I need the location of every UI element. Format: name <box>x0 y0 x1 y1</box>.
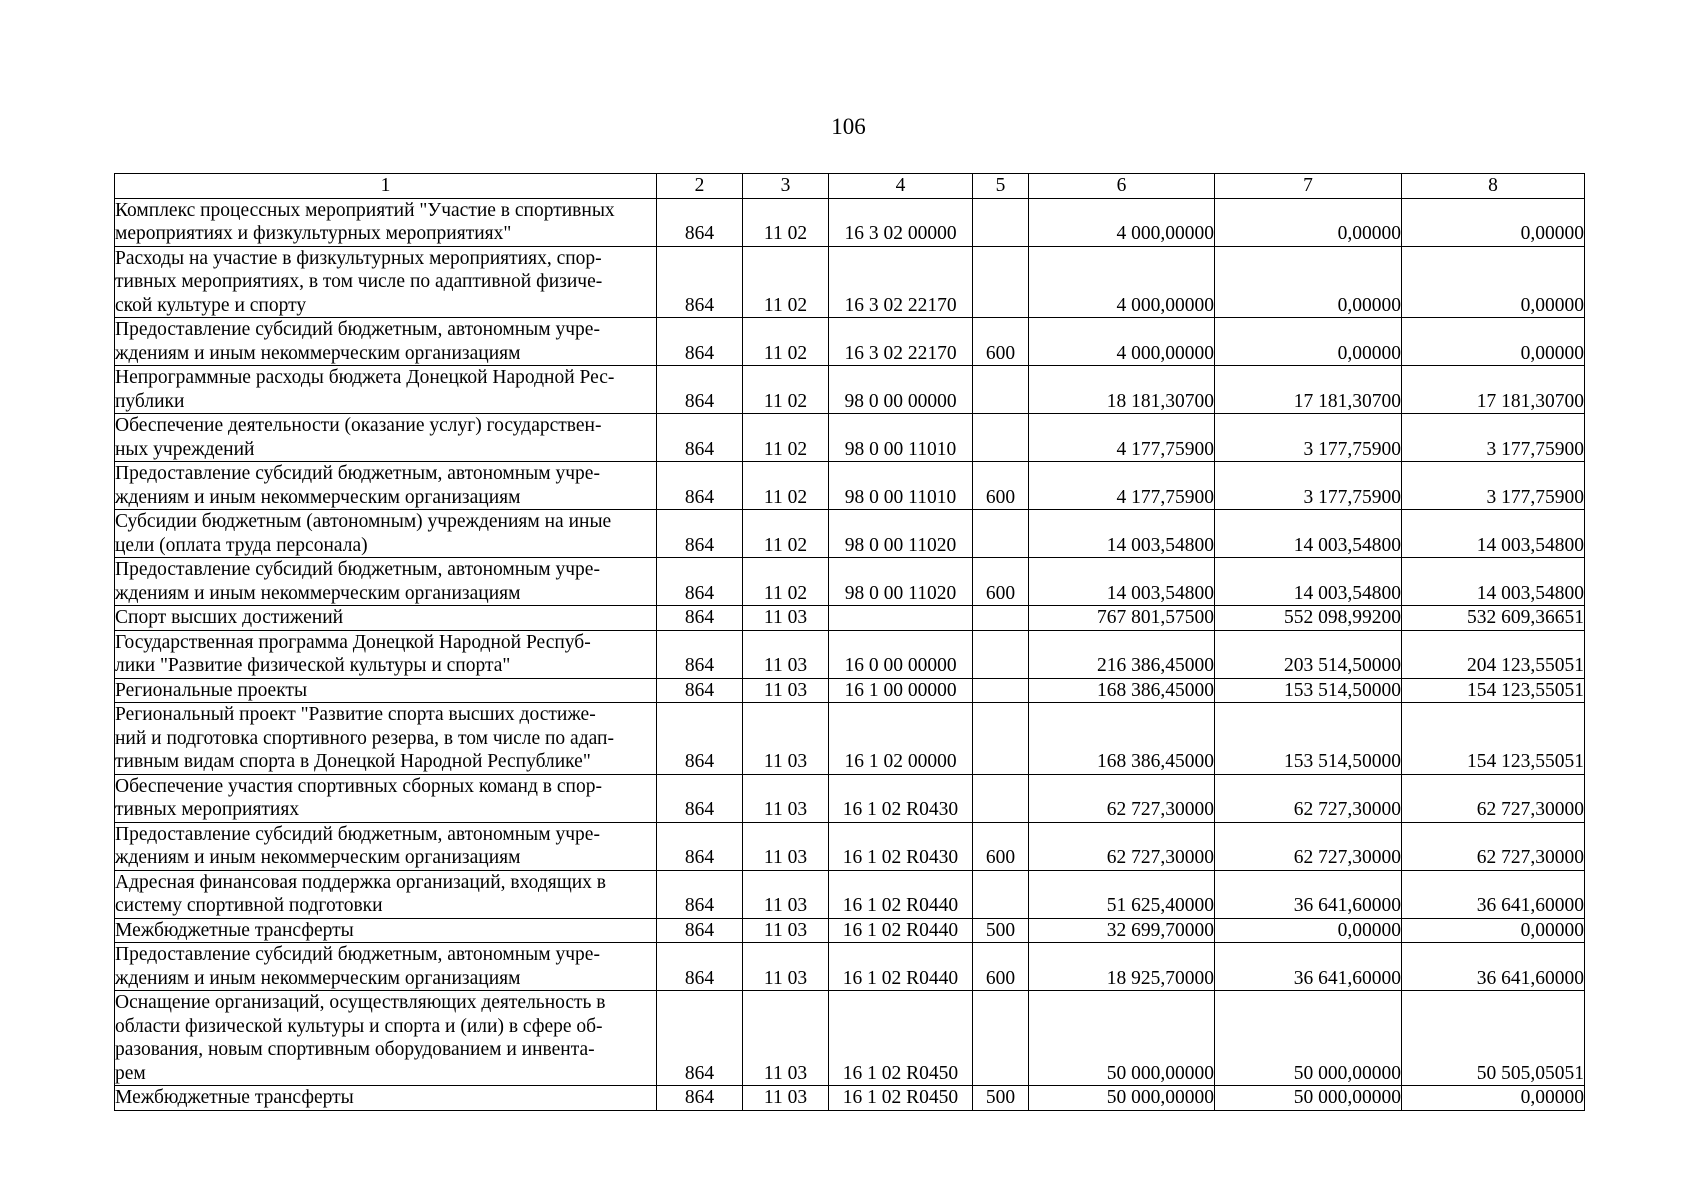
expense-type-cell <box>973 991 1029 1086</box>
table-body <box>115 198 1585 1110</box>
row-name-line: Непрограммные расходы бюджета Донецкой Народной Рес- <box>115 367 615 388</box>
expense-type-cell: 500 <box>973 918 1029 943</box>
table-row <box>115 918 1585 943</box>
row-name-line: публики <box>115 390 185 412</box>
section-code-cell: 11 02 <box>743 366 829 414</box>
section-code-cell: 11 03 <box>743 822 829 870</box>
section-code-cell: 11 03 <box>743 774 829 822</box>
section-code-cell: 11 02 <box>743 462 829 510</box>
row-name-line: разования, новым спортивным оборудованием и инвента- <box>115 1039 595 1060</box>
target-article-cell: 98 0 00 11010 <box>829 414 973 462</box>
table-row <box>115 462 1585 510</box>
row-name-line: Обеспечение деятельности (оказание услуг) государствен- <box>115 415 602 436</box>
amount-cell: 36 641,60000 <box>1402 870 1585 918</box>
amount-cell: 14 003,54800 <box>1215 510 1402 558</box>
row-name-cell <box>115 1086 657 1111</box>
table-row <box>115 943 1585 991</box>
section-code-cell: 11 02 <box>743 414 829 462</box>
expense-type-cell <box>973 678 1029 703</box>
row-name-line: области физической культуры и спорта и (или) в сфере об- <box>115 1015 603 1037</box>
table-row <box>115 198 1585 246</box>
row-name-cell <box>115 318 657 366</box>
target-article-cell: 16 1 00 00000 <box>829 678 973 703</box>
table-row <box>115 822 1585 870</box>
amount-cell: 14 003,54800 <box>1029 558 1215 606</box>
chapter-code-cell: 864 <box>657 414 743 462</box>
amount-cell: 0,00000 <box>1215 918 1402 943</box>
expense-type-cell <box>973 198 1029 246</box>
row-name-line: Межбюджетные трансферты <box>115 919 354 941</box>
amount-cell: 62 727,30000 <box>1029 774 1215 822</box>
target-article-cell: 98 0 00 00000 <box>829 366 973 414</box>
row-name-cell <box>115 462 657 510</box>
section-code-cell: 11 02 <box>743 246 829 318</box>
column-header: 8 <box>1402 174 1585 199</box>
column-header: 5 <box>973 174 1029 199</box>
row-name-line: Предоставление субсидий бюджетным, автономным учре- <box>115 559 600 580</box>
section-code-cell: 11 02 <box>743 198 829 246</box>
row-name-line: ных учреждений <box>115 438 255 460</box>
row-name-line: тивных мероприятиях, в том числе по адаптивной физиче- <box>115 271 603 292</box>
row-name-cell <box>115 246 657 318</box>
row-name-line: Оснащение организаций, осуществляющих деятельность в <box>115 992 606 1013</box>
amount-cell: 154 123,55051 <box>1402 703 1585 775</box>
row-name-cell <box>115 630 657 678</box>
amount-cell: 62 727,30000 <box>1402 774 1585 822</box>
amount-cell: 0,00000 <box>1215 318 1402 366</box>
expense-type-cell <box>973 630 1029 678</box>
chapter-code-cell: 864 <box>657 943 743 991</box>
amount-cell: 36 641,60000 <box>1215 943 1402 991</box>
amount-cell: 50 505,05051 <box>1402 991 1585 1086</box>
amount-cell: 767 801,57500 <box>1029 606 1215 631</box>
amount-cell: 62 727,30000 <box>1215 822 1402 870</box>
section-code-cell: 11 03 <box>743 703 829 775</box>
row-name-cell <box>115 198 657 246</box>
amount-cell: 14 003,54800 <box>1402 510 1585 558</box>
expense-type-cell: 600 <box>973 558 1029 606</box>
row-name-cell <box>115 606 657 631</box>
amount-cell: 4 000,00000 <box>1029 246 1215 318</box>
chapter-code-cell: 864 <box>657 510 743 558</box>
header-row <box>115 174 1585 199</box>
chapter-code-cell: 864 <box>657 918 743 943</box>
target-article-cell: 16 1 02 R0440 <box>829 870 973 918</box>
target-article-cell: 16 1 02 R0440 <box>829 943 973 991</box>
amount-cell: 14 003,54800 <box>1402 558 1585 606</box>
row-name-cell <box>115 678 657 703</box>
row-name-cell <box>115 943 657 991</box>
column-header: 4 <box>829 174 973 199</box>
section-code-cell: 11 03 <box>743 870 829 918</box>
row-name-line: Региональный проект "Развитие спорта высших достиже- <box>115 704 596 725</box>
amount-cell: 62 727,30000 <box>1402 822 1585 870</box>
row-name-line: Межбюджетные трансферты <box>115 1087 354 1108</box>
amount-cell: 50 000,00000 <box>1215 1086 1402 1111</box>
chapter-code-cell: 864 <box>657 678 743 703</box>
amount-cell: 203 514,50000 <box>1215 630 1402 678</box>
row-name-line: Комплекс процессных мероприятий "Участие в спортивных <box>115 199 615 221</box>
amount-cell: 18 181,30700 <box>1029 366 1215 414</box>
amount-cell: 0,00000 <box>1215 198 1402 246</box>
section-code-cell: 11 03 <box>743 918 829 943</box>
table-row <box>115 774 1585 822</box>
row-name-line: Государственная программа Донецкой Народной Респуб- <box>115 631 591 653</box>
amount-cell: 62 727,30000 <box>1215 774 1402 822</box>
amount-cell: 153 514,50000 <box>1215 678 1402 703</box>
chapter-code-cell: 864 <box>657 991 743 1086</box>
target-article-cell: 16 0 00 00000 <box>829 630 973 678</box>
amount-cell: 168 386,45000 <box>1029 703 1215 775</box>
amount-cell: 0,00000 <box>1402 918 1585 943</box>
target-article-cell: 98 0 00 11020 <box>829 510 973 558</box>
amount-cell: 153 514,50000 <box>1215 703 1402 775</box>
row-name-line: Расходы на участие в физкультурных мероприятиях, спор- <box>115 247 602 269</box>
row-name-cell <box>115 822 657 870</box>
chapter-code-cell: 864 <box>657 703 743 775</box>
chapter-code-cell: 864 <box>657 318 743 366</box>
table-row <box>115 678 1585 703</box>
amount-cell: 50 000,00000 <box>1029 991 1215 1086</box>
target-article-cell: 16 3 02 00000 <box>829 198 973 246</box>
amount-cell: 18 925,70000 <box>1029 943 1215 991</box>
amount-cell: 51 625,40000 <box>1029 870 1215 918</box>
amount-cell: 204 123,55051 <box>1402 630 1585 678</box>
table-row <box>115 510 1585 558</box>
expense-type-cell: 500 <box>973 1086 1029 1111</box>
column-header: 2 <box>657 174 743 199</box>
target-article-cell: 16 1 02 R0440 <box>829 918 973 943</box>
expense-type-cell <box>973 246 1029 318</box>
row-name-line: Адресная финансовая поддержка организаций, входящих в <box>115 871 607 893</box>
section-code-cell: 11 02 <box>743 510 829 558</box>
chapter-code-cell: 864 <box>657 558 743 606</box>
amount-cell: 4 000,00000 <box>1029 198 1215 246</box>
target-article-cell: 16 1 02 R0430 <box>829 822 973 870</box>
column-header: 7 <box>1215 174 1402 199</box>
chapter-code-cell: 864 <box>657 246 743 318</box>
amount-cell: 4 000,00000 <box>1029 318 1215 366</box>
expense-type-cell <box>973 414 1029 462</box>
row-name-cell <box>115 510 657 558</box>
amount-cell: 17 181,30700 <box>1215 366 1402 414</box>
row-name-line: ждениям и иным некоммерческим организациям <box>115 967 521 989</box>
expense-type-cell: 600 <box>973 822 1029 870</box>
row-name-cell <box>115 703 657 775</box>
amount-cell: 216 386,45000 <box>1029 630 1215 678</box>
amount-cell: 154 123,55051 <box>1402 678 1585 703</box>
table-row <box>115 703 1585 775</box>
target-article-cell: 98 0 00 11010 <box>829 462 973 510</box>
amount-cell: 532 609,36651 <box>1402 606 1585 631</box>
chapter-code-cell: 864 <box>657 774 743 822</box>
table-row <box>115 246 1585 318</box>
target-article-cell: 16 1 02 R0430 <box>829 774 973 822</box>
chapter-code-cell: 864 <box>657 366 743 414</box>
amount-cell: 32 699,70000 <box>1029 918 1215 943</box>
amount-cell: 0,00000 <box>1402 198 1585 246</box>
amount-cell: 17 181,30700 <box>1402 366 1585 414</box>
chapter-code-cell: 864 <box>657 822 743 870</box>
expense-type-cell <box>973 510 1029 558</box>
row-name-line: ждениям и иным некоммерческим организациям <box>115 582 521 604</box>
table-row <box>115 366 1585 414</box>
page-number: 106 <box>831 114 866 139</box>
expense-type-cell: 600 <box>973 318 1029 366</box>
chapter-code-cell: 864 <box>657 1086 743 1111</box>
target-article-cell: 16 1 02 R0450 <box>829 1086 973 1111</box>
expense-type-cell <box>973 606 1029 631</box>
row-name-line: Обеспечение участия спортивных сборных команд в спор- <box>115 775 602 797</box>
chapter-code-cell: 864 <box>657 630 743 678</box>
section-code-cell: 11 03 <box>743 678 829 703</box>
row-name-cell <box>115 558 657 606</box>
row-name-line: Предоставление субсидий бюджетным, автономным учре- <box>115 944 600 965</box>
amount-cell: 36 641,60000 <box>1402 943 1585 991</box>
amount-cell: 3 177,75900 <box>1215 414 1402 462</box>
amount-cell: 3 177,75900 <box>1402 414 1585 462</box>
amount-cell: 36 641,60000 <box>1215 870 1402 918</box>
amount-cell: 4 177,75900 <box>1029 462 1215 510</box>
section-code-cell: 11 03 <box>743 991 829 1086</box>
target-article-cell: 16 3 02 22170 <box>829 318 973 366</box>
row-name-line: Предоставление субсидий бюджетным, автономным учре- <box>115 319 600 340</box>
row-name-line: тивных мероприятиях <box>115 799 300 820</box>
chapter-code-cell: 864 <box>657 462 743 510</box>
amount-cell: 14 003,54800 <box>1215 558 1402 606</box>
table-row <box>115 870 1585 918</box>
row-name-line: Предоставление субсидий бюджетным, автономным учре- <box>115 463 600 484</box>
row-name-line: рем <box>115 1062 146 1084</box>
amount-cell: 50 000,00000 <box>1029 1086 1215 1111</box>
row-name-line: ждениям и иным некоммерческим организациям <box>115 342 521 364</box>
amount-cell: 0,00000 <box>1402 246 1585 318</box>
expense-type-cell: 600 <box>973 462 1029 510</box>
amount-cell: 3 177,75900 <box>1402 462 1585 510</box>
table-row <box>115 606 1585 631</box>
row-name-cell <box>115 991 657 1086</box>
row-name-cell <box>115 414 657 462</box>
target-article-cell: 16 1 02 00000 <box>829 703 973 775</box>
amount-cell: 62 727,30000 <box>1029 822 1215 870</box>
target-article-cell: 98 0 00 11020 <box>829 558 973 606</box>
chapter-code-cell: 864 <box>657 606 743 631</box>
row-name-line: Региональные проекты <box>115 679 308 701</box>
target-article-cell <box>829 606 973 631</box>
section-code-cell: 11 03 <box>743 630 829 678</box>
row-name-line: Предоставление субсидий бюджетным, автономным учре- <box>115 823 600 845</box>
amount-cell: 3 177,75900 <box>1215 462 1402 510</box>
expense-type-cell <box>973 703 1029 775</box>
expense-type-cell <box>973 870 1029 918</box>
row-name-cell <box>115 870 657 918</box>
amount-cell: 0,00000 <box>1402 318 1585 366</box>
section-code-cell: 11 03 <box>743 1086 829 1111</box>
target-article-cell: 16 1 02 R0450 <box>829 991 973 1086</box>
amount-cell: 50 000,00000 <box>1215 991 1402 1086</box>
row-name-cell <box>115 366 657 414</box>
row-name-cell <box>115 918 657 943</box>
table-row <box>115 414 1585 462</box>
expense-type-cell <box>973 366 1029 414</box>
row-name-line: мероприятиях и физкультурных мероприятиях" <box>115 223 512 244</box>
target-article-cell: 16 3 02 22170 <box>829 246 973 318</box>
row-name-line: ждениям и иным некоммерческим организациям <box>115 486 521 508</box>
column-header: 1 <box>115 174 657 199</box>
section-code-cell: 11 02 <box>743 318 829 366</box>
row-name-line: лики "Развитие физической культуры и спорта" <box>115 655 511 676</box>
row-name-line: систему спортивной подготовки <box>115 895 383 916</box>
section-code-cell: 11 02 <box>743 558 829 606</box>
table-row <box>115 1086 1585 1111</box>
table-row <box>115 991 1585 1086</box>
section-code-cell: 11 03 <box>743 943 829 991</box>
table-row <box>115 318 1585 366</box>
amount-cell: 14 003,54800 <box>1029 510 1215 558</box>
row-name-line: тивным видам спорта в Донецкой Народной Республике" <box>115 751 591 772</box>
column-header: 3 <box>743 174 829 199</box>
row-name-line: ской культуре и спорту <box>115 294 307 316</box>
amount-cell: 0,00000 <box>1215 246 1402 318</box>
chapter-code-cell: 864 <box>657 870 743 918</box>
column-header: 6 <box>1029 174 1215 199</box>
row-name-line: Субсидии бюджетным (автономным) учреждениям на иные <box>115 511 612 532</box>
row-name-line: цели (оплата труда персонала) <box>115 534 368 556</box>
amount-cell: 168 386,45000 <box>1029 678 1215 703</box>
expense-type-cell <box>973 774 1029 822</box>
chapter-code-cell: 864 <box>657 198 743 246</box>
section-code-cell: 11 03 <box>743 606 829 631</box>
row-name-line: Спорт высших достижений <box>115 607 344 628</box>
expense-type-cell: 600 <box>973 943 1029 991</box>
table-row <box>115 630 1585 678</box>
amount-cell: 0,00000 <box>1402 1086 1585 1111</box>
row-name-cell <box>115 774 657 822</box>
row-name-line: ждениям и иным некоммерческим организациям <box>115 847 521 868</box>
amount-cell: 552 098,99200 <box>1215 606 1402 631</box>
table-row <box>115 558 1585 606</box>
budget-table <box>114 173 1585 1111</box>
row-name-line: ний и подготовка спортивного резерва, в том числе по адап- <box>115 727 614 749</box>
amount-cell: 4 177,75900 <box>1029 414 1215 462</box>
